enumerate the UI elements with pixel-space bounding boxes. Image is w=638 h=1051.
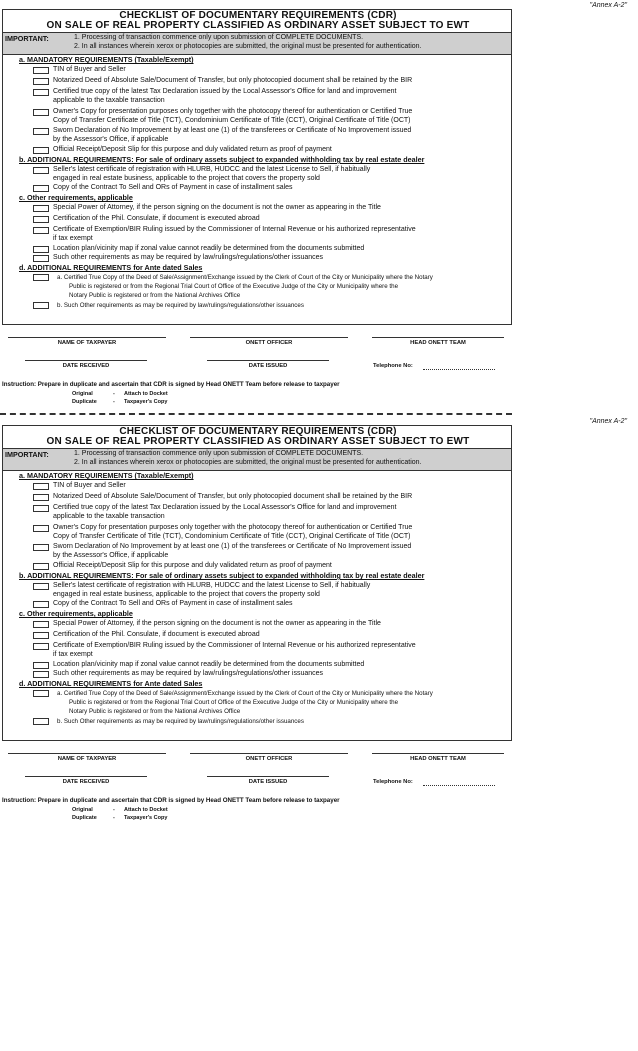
section-d-heading: d. ADDITIONAL REQUIREMENTS for Ante dated Sales: [19, 263, 203, 272]
requirement-item: a. Certified True Copy of the Deed of Sale/Assignment/Exchange issued by the Clerk of Court of the City or Municipality where the Notary: [57, 690, 433, 697]
requirement-item: Special Power of Attorney, if the person signing on the document is not the owner as appearing in the Title: [53, 204, 381, 211]
requirement-item: Certified true copy of the latest Tax Declaration issued by the Local Assessor's Office for land and improvement: [53, 504, 397, 511]
requirement-item-cont: Notary Public is registered or from the National Archives Office: [69, 292, 241, 299]
checkbox-a3[interactable]: [33, 89, 49, 96]
section-b-heading: b. ADDITIONAL REQUIREMENTS: For sale of ordinary assets subject to expanded withholding tax by real estate dealer: [19, 155, 425, 164]
checkbox-c4[interactable]: [33, 246, 49, 253]
form-title: CHECKLIST OF DOCUMENTARY REQUIREMENTS (CDR): [119, 426, 397, 437]
date-issued-label: DATE ISSUED: [248, 363, 288, 369]
taxpayer-label: NAME OF TAXPAYER: [57, 756, 117, 762]
requirement-item-cont: applicable to the taxable transaction: [53, 513, 165, 520]
head-onett-signature-line[interactable]: [372, 753, 504, 754]
important-label: IMPORTANT:: [5, 34, 49, 43]
onett-officer-signature-line[interactable]: [190, 337, 348, 338]
checklist-box: [2, 425, 512, 741]
important-note-2: 2. In all instances wherein xerox or photocopies are submitted, the original must be presented for authentication.: [74, 43, 422, 50]
requirement-item-cont: engaged in real estate business, applicable to the project that covers the property sold: [53, 591, 320, 598]
section-a-heading: a. MANDATORY REQUIREMENTS (Taxable/Exempt): [19, 471, 194, 480]
head-onett-label: HEAD ONETT TEAM: [410, 340, 466, 346]
date-received-label: DATE RECEIVED: [62, 779, 110, 785]
section-b-heading: b. ADDITIONAL REQUIREMENTS: For sale of ordinary assets subject to expanded withholding tax by real estate dealer: [19, 571, 425, 580]
checkbox-c2[interactable]: [33, 632, 49, 639]
telephone-field[interactable]: [423, 369, 495, 370]
requirement-item: Such other requirements as may be required by law/rulings/regulations/other issuances: [53, 254, 324, 261]
checkbox-a5[interactable]: [33, 544, 49, 551]
requirement-item-cont: Public is registered or from the Regional Trial Court of Office of the Executive Judge of the City or Municipality where the: [69, 283, 399, 290]
requirement-item: Certified true copy of the latest Tax Declaration issued by the Local Assessor's Office for land and improvement: [53, 88, 397, 95]
section-a-heading: a. MANDATORY REQUIREMENTS (Taxable/Exempt): [19, 55, 194, 64]
original-label: Original: [72, 807, 93, 813]
checkbox-d2[interactable]: [33, 302, 49, 309]
requirement-item: Certificate of Exemption/BIR Ruling issued by the Commissioner of Internal Revenue or his authorized representative: [53, 226, 416, 233]
requirement-item: Location plan/vicinity map if zonal value cannot readily be determined from the documents submitted: [53, 661, 365, 668]
checkbox-a4[interactable]: [33, 109, 49, 116]
requirement-item-cont: applicable to the taxable transaction: [53, 97, 165, 104]
requirement-item: Copy of the Contract To Sell and ORs of Payment in case of installment sales: [53, 600, 293, 607]
checkbox-d2[interactable]: [33, 718, 49, 725]
requirement-item: Official Receipt/Deposit Slip for this purpose and duly validated return as proof of payment: [53, 562, 332, 569]
cdr-form-copy: [0, 3, 638, 408]
requirement-item: TIN of Buyer and Seller: [53, 482, 126, 489]
requirement-item-cont: Public is registered or from the Regional Trial Court of Office of the Executive Judge of the City or Municipality where the: [69, 699, 399, 706]
taxpayer-signature-line[interactable]: [8, 753, 166, 754]
checkbox-a6[interactable]: [33, 563, 49, 570]
checkbox-c3[interactable]: [33, 227, 49, 234]
onett-officer-label: ONETT OFFICER: [245, 756, 293, 762]
requirement-item-cont: if tax exempt: [53, 651, 93, 658]
checkbox-a1[interactable]: [33, 67, 49, 74]
checkbox-a6[interactable]: [33, 147, 49, 154]
requirement-item: Copy of the Contract To Sell and ORs of Payment in case of installment sales: [53, 184, 293, 191]
requirement-item: Owner's Copy for presentation purposes only together with the photocopy thereof for authentication or Certified True: [53, 108, 413, 115]
important-notice: [3, 448, 511, 471]
date-issued-label: DATE ISSUED: [248, 779, 288, 785]
requirement-item: Such other requirements as may be required by law/rulings/regulations/other issuances: [53, 670, 324, 677]
original-label: Original: [72, 391, 93, 397]
requirement-item: Certification of the Phil. Consulate, if document is executed abroad: [53, 215, 260, 222]
checkbox-c3[interactable]: [33, 643, 49, 650]
checkbox-a2[interactable]: [33, 78, 49, 85]
checkbox-c1[interactable]: [33, 205, 49, 212]
duplicate-label: Duplicate: [72, 399, 97, 405]
taxpayer-signature-line[interactable]: [8, 337, 166, 338]
dash-separator: -: [113, 391, 115, 397]
checkbox-a1[interactable]: [33, 483, 49, 490]
requirement-item-cont: Copy of Transfer Certificate of Title (TCT), Condominium Certificate of Title (CCT), Original Certificate of Title (OCT): [53, 533, 411, 540]
requirement-item: Certificate of Exemption/BIR Ruling issued by the Commissioner of Internal Revenue or his authorized representative: [53, 642, 416, 649]
checkbox-a4[interactable]: [33, 525, 49, 532]
telephone-field[interactable]: [423, 785, 495, 786]
requirement-item: Seller's latest certificate of registration with HLURB, HUDCC and the latest License to Sell, if habitually: [53, 166, 371, 173]
duplicate-destination: Taxpayer's Copy: [124, 399, 168, 405]
section-d-heading: d. ADDITIONAL REQUIREMENTS for Ante dated Sales: [19, 679, 203, 688]
dash-separator: -: [113, 807, 115, 813]
original-destination: Attach to Docket: [124, 391, 168, 397]
requirement-item: b. Such Other requirements as may be required by law/rulings/regulations/other issuances: [57, 718, 304, 725]
telephone-label: Telephone No:: [373, 779, 413, 785]
requirement-item: Special Power of Attorney, if the person signing on the document is not the owner as appearing in the Title: [53, 620, 381, 627]
onett-officer-label: ONETT OFFICER: [245, 340, 293, 346]
requirement-item-cont: Notary Public is registered or from the National Archives Office: [69, 708, 241, 715]
checkbox-b2[interactable]: [33, 185, 49, 192]
requirement-item: Certification of the Phil. Consulate, if document is executed abroad: [53, 631, 260, 638]
important-label: IMPORTANT:: [5, 450, 49, 459]
checkbox-c5[interactable]: [33, 671, 49, 678]
requirement-item: Notarized Deed of Absolute Sale/Document of Transfer, but only photocopied document shall be retained by the BIR: [53, 493, 413, 500]
telephone-label: Telephone No:: [373, 363, 413, 369]
important-note-2: 2. In all instances wherein xerox or photocopies are submitted, the original must be presented for authentication.: [74, 459, 422, 466]
section-c-heading: c. Other requirements, applicable: [19, 609, 133, 618]
checkbox-b1[interactable]: [33, 583, 49, 590]
requirement-item: Notarized Deed of Absolute Sale/Document of Transfer, but only photocopied document shall be retained by the BIR: [53, 77, 413, 84]
requirement-item-cont: if tax exempt: [53, 235, 93, 242]
requirement-item: Official Receipt/Deposit Slip for this purpose and duly validated return as proof of payment: [53, 146, 332, 153]
form-subtitle: ON SALE OF REAL PROPERTY CLASSIFIED AS ORDINARY ASSET SUBJECT TO EWT: [46, 436, 470, 447]
annex-label: "Annex A-2": [589, 418, 627, 425]
requirement-item: Seller's latest certificate of registration with HLURB, HUDCC and the latest License to Sell, if habitually: [53, 582, 371, 589]
important-note-1: 1. Processing of transaction commence only upon submission of COMPLETE DOCUMENTS.: [74, 450, 364, 457]
date-received-line[interactable]: [25, 360, 147, 361]
requirement-item-cont: Copy of Transfer Certificate of Title (TCT), Condominium Certificate of Title (CCT), Original Certificate of Title (OCT): [53, 117, 411, 124]
instruction-text: Instruction: Prepare in duplicate and ascertain that CDR is signed by Head ONETT Team before release to taxpayer: [2, 381, 340, 388]
checkbox-c4[interactable]: [33, 662, 49, 669]
cdr-form-copy: [0, 419, 638, 824]
important-note-1: 1. Processing of transaction commence only upon submission of COMPLETE DOCUMENTS.: [74, 34, 364, 41]
section-c-heading: c. Other requirements, applicable: [19, 193, 133, 202]
requirement-item: Owner's Copy for presentation purposes only together with the photocopy thereof for authentication or Certified True: [53, 524, 413, 531]
important-notice: [3, 32, 511, 55]
head-onett-signature-line[interactable]: [372, 337, 504, 338]
duplicate-label: Duplicate: [72, 815, 97, 821]
annex-label: "Annex A-2": [589, 2, 627, 9]
original-destination: Attach to Docket: [124, 807, 168, 813]
checkbox-a2[interactable]: [33, 494, 49, 501]
checkbox-b2[interactable]: [33, 601, 49, 608]
head-onett-label: HEAD ONETT TEAM: [410, 756, 466, 762]
checkbox-c1[interactable]: [33, 621, 49, 628]
checklist-box: [2, 9, 512, 325]
requirement-item: Sworn Declaration of No Improvement by at least one (1) of the transferees or Certificate of No Improvement issued: [53, 127, 412, 134]
checkbox-c2[interactable]: [33, 216, 49, 223]
date-received-label: DATE RECEIVED: [62, 363, 110, 369]
checkbox-d1[interactable]: [33, 690, 49, 697]
date-issued-line[interactable]: [207, 776, 329, 777]
requirement-item: a. Certified True Copy of the Deed of Sale/Assignment/Exchange issued by the Clerk of Court of the City or Municipality where the Notary: [57, 274, 433, 281]
requirement-item: b. Such Other requirements as may be required by law/rulings/regulations/other issuances: [57, 302, 304, 309]
date-received-line[interactable]: [25, 776, 147, 777]
cut-line: [0, 413, 512, 415]
onett-officer-signature-line[interactable]: [190, 753, 348, 754]
date-issued-line[interactable]: [207, 360, 329, 361]
checkbox-c5[interactable]: [33, 255, 49, 262]
dash-separator: -: [113, 815, 115, 821]
requirement-item-cont: engaged in real estate business, applicable to the project that covers the property sold: [53, 175, 320, 182]
checkbox-a3[interactable]: [33, 505, 49, 512]
requirement-item-cont: by the Assessor's Office, if applicable: [53, 552, 169, 559]
form-subtitle: ON SALE OF REAL PROPERTY CLASSIFIED AS ORDINARY ASSET SUBJECT TO EWT: [46, 20, 470, 31]
instruction-text: Instruction: Prepare in duplicate and ascertain that CDR is signed by Head ONETT Team before release to taxpayer: [2, 797, 340, 804]
dash-separator: -: [113, 399, 115, 405]
checkbox-d1[interactable]: [33, 274, 49, 281]
duplicate-destination: Taxpayer's Copy: [124, 815, 168, 821]
requirement-item: TIN of Buyer and Seller: [53, 66, 126, 73]
requirement-item: Location plan/vicinity map if zonal value cannot readily be determined from the documents submitted: [53, 245, 365, 252]
checkbox-b1[interactable]: [33, 167, 49, 174]
requirement-item: Sworn Declaration of No Improvement by at least one (1) of the transferees or Certificate of No Improvement issued: [53, 543, 412, 550]
form-title: CHECKLIST OF DOCUMENTARY REQUIREMENTS (CDR): [119, 10, 397, 21]
checkbox-a5[interactable]: [33, 128, 49, 135]
taxpayer-label: NAME OF TAXPAYER: [57, 340, 117, 346]
requirement-item-cont: by the Assessor's Office, if applicable: [53, 136, 169, 143]
